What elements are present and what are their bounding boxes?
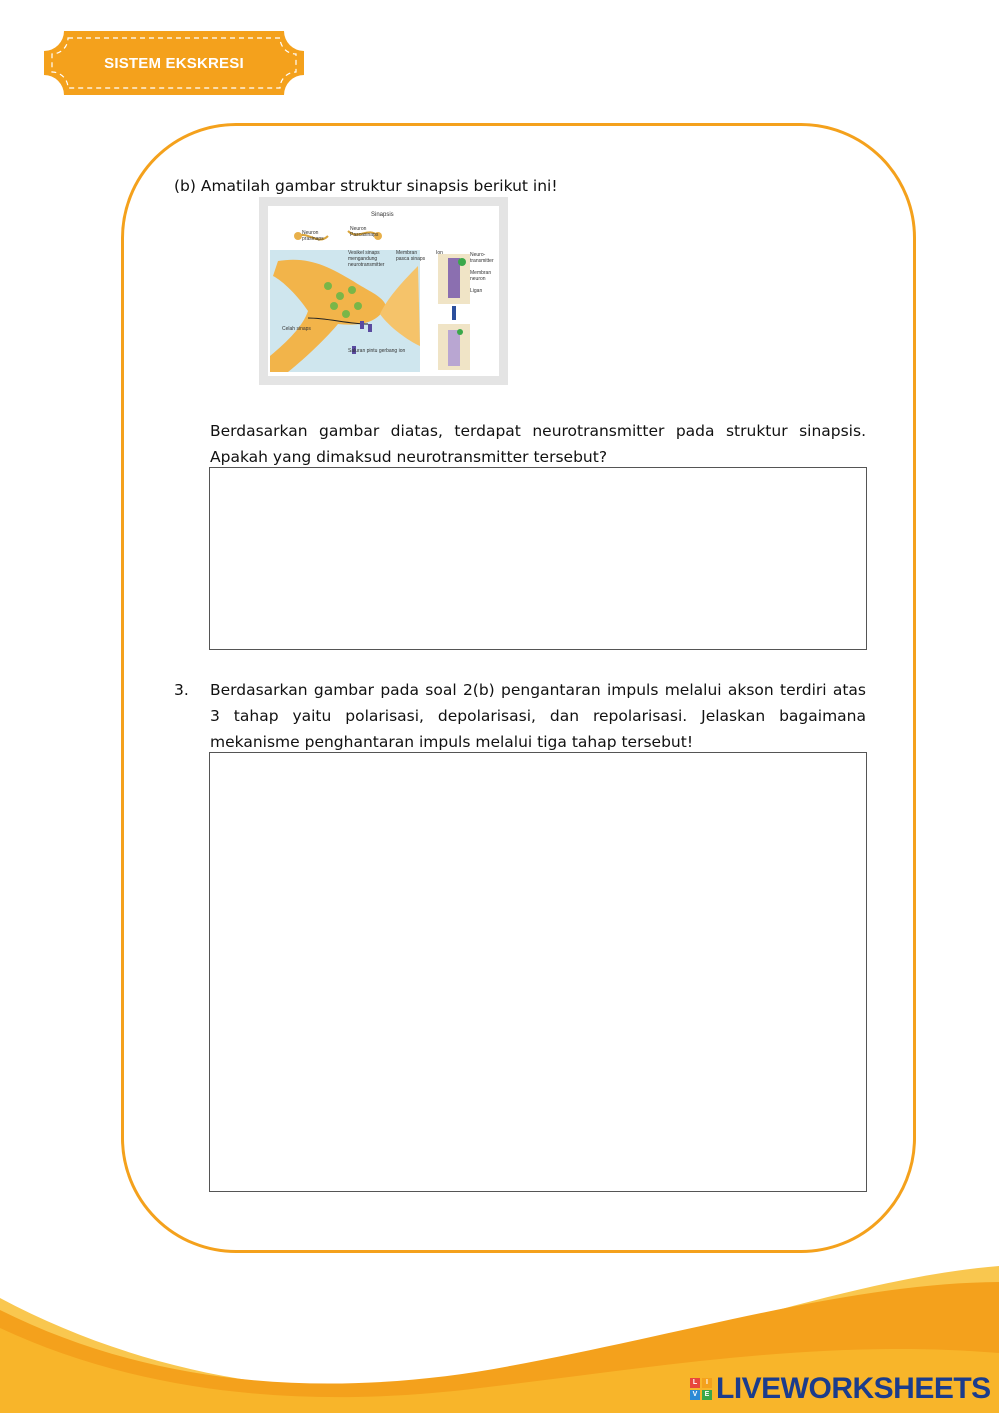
section-b-heading: (b) Amatilah gambar struktur sinapsis berikut ini! — [174, 177, 558, 195]
label-neuron-membrane: Membran neuron — [470, 270, 492, 282]
label-post-membrane: Membran pasca sinaps — [396, 250, 426, 262]
figure-title: Sinapsis — [371, 212, 394, 218]
logo-letter-l: L — [690, 1378, 700, 1388]
label-pre-neuron: Neuron prasinaps — [302, 230, 324, 242]
logo-blocks — [690, 1378, 712, 1400]
question-3-number: 3. — [174, 681, 189, 699]
section-b-question: Berdasarkan gambar diatas, terdapat neurotransmitter pada struktur sinapsis. Apakah yang dimaksud neurotransmitter tersebut? — [210, 422, 866, 466]
logo-letter-i: I — [702, 1378, 712, 1388]
logo-text: LIVEWORKSHEETS — [716, 1372, 991, 1405]
logo-letter-v: V — [690, 1390, 700, 1400]
label-ligand: Ligan — [470, 288, 483, 294]
label-vesicle: Vesikel sinaps mengandung neurotransmitter — [348, 250, 385, 268]
question-3-text: Berdasarkan gambar pada soal 2(b) pengantaran impuls melalui akson terdiri atas 3 tahap yaitu polarisasi, depolarisasi, dan repolarisasi. Jelaskan bagaimana mekanisme penghantaran impuls melalui tiga tahap tersebut! — [210, 681, 866, 751]
logo-letter-e: E — [702, 1390, 712, 1400]
liveworksheets-logo[interactable] — [690, 1372, 991, 1406]
header-title: SISTEM EKSKRESI — [104, 54, 244, 72]
header-badge — [44, 31, 304, 95]
synapse-figure — [259, 197, 508, 385]
label-ion-channel: Saluran pintu gerbang ion — [348, 348, 406, 354]
answer-box-impulse[interactable] — [209, 752, 867, 1192]
label-ion: Ion — [436, 250, 443, 256]
label-cleft: Celah sinaps — [282, 326, 311, 332]
label-neurotransmitter: Neuro-transmitter — [470, 252, 494, 264]
answer-box-neurotransmitter[interactable] — [209, 467, 867, 650]
label-post-neuron: Neuron Pascasinaps — [350, 226, 379, 238]
synapse-figure-canvas — [268, 206, 499, 376]
